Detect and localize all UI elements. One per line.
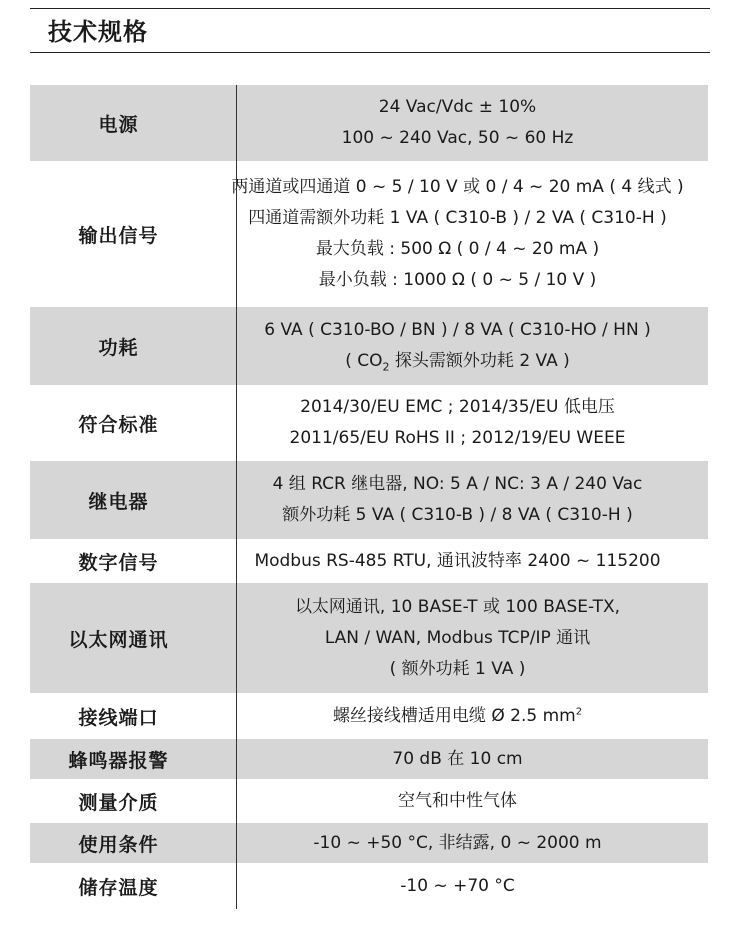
spec-row-operating-conditions <box>30 823 708 865</box>
spec-value-line: Modbus RS-485 RTU, 通讯波特率 2400 ~ 115200 <box>254 551 661 571</box>
spec-table <box>30 85 708 909</box>
spec-row-output-signal <box>30 163 708 307</box>
title-bottom-rule <box>30 52 710 53</box>
spec-row-relay <box>30 461 708 541</box>
spec-value-line: 100 ~ 240 Vac, 50 ~ 60 Hz <box>341 128 574 148</box>
spec-row-power-consumption <box>30 307 708 387</box>
spec-row-power-supply <box>30 85 708 163</box>
spec-row-medium <box>30 781 708 823</box>
spec-value-line: 额外功耗 5 VA ( C310-B ) / 8 VA ( C310-H ) <box>282 505 633 525</box>
spec-value <box>207 781 708 821</box>
column-divider <box>236 85 237 909</box>
spec-label: 继电器 <box>88 490 149 513</box>
spec-value <box>207 85 708 161</box>
spec-value-line <box>333 696 582 736</box>
spec-value-line: 以太网通讯, 10 BASE-T 或 100 BASE-TX, <box>294 596 621 617</box>
spec-label: 数字信号 <box>78 551 159 574</box>
spec-row-buzzer <box>30 739 708 781</box>
spec-value-line: 6 VA ( C310-BO / BN ) / 8 VA ( C310-HO / HN ) <box>264 320 651 340</box>
spec-value-line: 最小负载 : 1000 Ω ( 0 ~ 5 / 10 V ) <box>318 270 597 290</box>
spec-value-line: 24 Vac/Vdc ± 10% <box>378 97 537 117</box>
spec-value <box>207 163 708 305</box>
page-title: 技术规格 <box>48 18 148 46</box>
spec-row-standards <box>30 387 708 461</box>
spec-value <box>207 739 708 779</box>
spec-label: 输出信号 <box>78 224 159 247</box>
spec-label: 使用条件 <box>78 833 159 856</box>
co2-prefix: ( CO <box>345 351 383 371</box>
co2-subscript: 2 <box>382 360 390 374</box>
spec-value-line: 四通道需额外功耗 1 VA ( C310-B ) / 2 VA ( C310-H ) <box>248 208 667 228</box>
spec-label: 以太网通讯 <box>68 628 169 651</box>
spec-value <box>207 307 708 385</box>
spec-row-ethernet <box>30 583 708 695</box>
spec-label: 接线端口 <box>78 706 159 729</box>
co2-suffix: 探头需额外功耗 2 VA ) <box>389 351 570 371</box>
title-top-rule <box>30 8 710 9</box>
spec-value <box>207 583 708 693</box>
spec-value <box>207 387 708 459</box>
spec-value-line: ( 额外功耗 1 VA ) <box>389 658 526 679</box>
spec-value-line: -10 ~ +50 °C, 非结露, 0 ~ 2000 m <box>313 833 602 853</box>
spec-value-line: 最大负载 : 500 Ω ( 0 / 4 ~ 20 mA ) <box>315 239 600 259</box>
spec-value-line: 2014/30/EU EMC ; 2014/35/EU 低电压 <box>300 397 615 417</box>
spec-value-line-co2 <box>345 346 570 377</box>
spec-value-line: 两通道或四通道 0 ~ 5 / 10 V 或 0 / 4 ~ 20 mA ( 4 线式 ) <box>231 177 684 197</box>
wire-size-text: 螺丝接线槽适用电缆 Ø 2.5 mm <box>332 706 576 726</box>
spec-label: 测量介质 <box>78 791 159 814</box>
spec-value-line: 70 dB 在 10 cm <box>392 749 523 769</box>
spec-value <box>207 541 708 581</box>
wire-size-superscript: 2 <box>575 706 583 718</box>
spec-row-storage-temperature <box>30 865 708 909</box>
spec-label: 储存温度 <box>78 876 159 899</box>
spec-value <box>207 823 708 863</box>
spec-label: 蜂鸣器报警 <box>68 749 169 772</box>
spec-row-wiring-terminal <box>30 695 708 739</box>
spec-value <box>207 865 708 907</box>
spec-value-line: 2011/65/EU RoHS II ; 2012/19/EU WEEE <box>289 428 626 448</box>
spec-value <box>207 695 708 737</box>
spec-value-line: -10 ~ +70 °C <box>400 876 515 896</box>
spec-label: 功耗 <box>98 336 139 359</box>
spec-row-digital-signal <box>30 541 708 583</box>
spec-value-line: 4 组 RCR 继电器, NO: 5 A / NC: 3 A / 240 Vac <box>272 474 643 494</box>
spec-value <box>207 461 708 539</box>
spec-value-line: LAN / WAN, Modbus TCP/IP 通讯 <box>324 627 591 648</box>
spec-value-line: 空气和中性气体 <box>398 791 517 811</box>
spec-label: 符合标准 <box>78 413 159 436</box>
spec-label: 电源 <box>98 113 139 136</box>
